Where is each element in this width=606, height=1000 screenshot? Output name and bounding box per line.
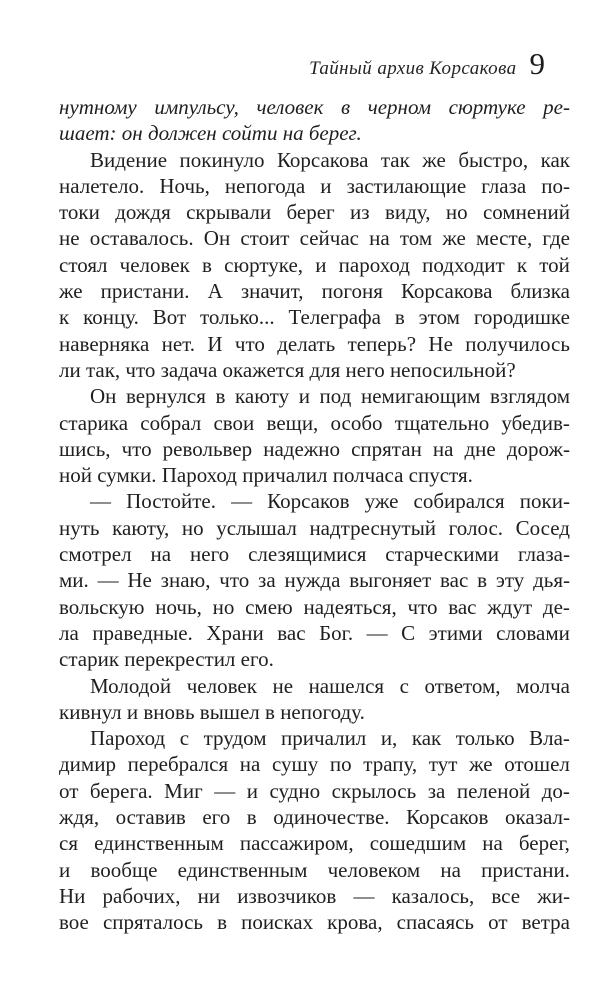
text-line: ли так, что задача окажется для него непосильной? [59, 357, 516, 382]
text-line: наверняка нет. И что делать теперь? Не получилось [59, 331, 570, 356]
text-line: ла праведные. Храни вас Бог. — С этими словами [59, 620, 570, 645]
text-line: токи дождя скрывали берег из виду, но сомнений [59, 200, 570, 225]
text-line: стоял человек в сюртуке, и пароход подходит к той [59, 252, 570, 277]
text-line: смотрел на него слезящимися старческими глаза- [59, 542, 570, 567]
text-line: Ни рабочих, ни извозчиков — казалось, все жи- [59, 883, 570, 908]
text-line: кивнул и вновь вышел в непогоду. [59, 699, 365, 724]
text-line: нутному импульсу, человек в черном сюртуке ре- [59, 95, 570, 119]
text-line: старик перекрестил его. [59, 647, 274, 672]
paragraph [59, 488, 570, 672]
paragraph [59, 94, 570, 147]
paragraph [59, 383, 570, 488]
text-line: димир перебрался на сушу по трапу, тут же отошел [59, 752, 570, 777]
running-title: Тайный архив Корсакова [309, 58, 517, 79]
text-line: вольскую ночь, но смею надеяться, что вас ждут де- [59, 594, 570, 619]
page-text [59, 94, 570, 936]
text-line: ми. — Не знаю, что за нужда выгоняет вас в эту дья- [59, 568, 570, 593]
text-line: — Постойте. — Корсаков уже собирался поки- [90, 489, 570, 514]
text-line: ся единственным пассажиром, сошедшим на берег, [59, 831, 570, 856]
text-line: старика собрал свои вещи, особо тщательно убедив- [59, 410, 570, 435]
running-header [309, 46, 545, 82]
paragraph [59, 147, 570, 384]
text-line: же пристани. А значит, погоня Корсакова близка [59, 279, 570, 304]
text-line: вое спряталось в поисках крова, спасаясь от ветра [59, 910, 570, 935]
text-line: ждя, оставив его в одиночестве. Корсаков оказал- [59, 805, 570, 830]
text-line: шает: он должен сойти на берег. [59, 121, 362, 146]
text-line: от берега. Миг — и судно скрылось за пеленой до- [59, 778, 570, 803]
text-line: к концу. Вот только... Телеграфа в этом городишке [59, 305, 570, 330]
text-line: Пароход с трудом причалил и, как только Вла- [90, 726, 570, 751]
paragraph [59, 673, 570, 726]
text-line: Видение покинуло Корсакова так же быстро, как [90, 147, 570, 172]
text-line: не оставалось. Он стоит сейчас на том же месте, где [59, 226, 570, 251]
text-line: Он вернулся в каюту и под немигающим взглядом [90, 384, 570, 409]
text-line: ной сумки. Пароход причалил полчаса спустя. [59, 463, 473, 488]
text-line: нуть каюту, но услышал надтреснутый голос. Сосед [59, 515, 570, 540]
text-line: налетело. Ночь, непогода и застилающие глаза по- [59, 173, 570, 198]
text-line: и вообще единственным человеком на пристани. [59, 857, 570, 882]
text-line: Молодой человек не нашелся с ответом, молча [90, 673, 570, 698]
paragraph [59, 725, 570, 935]
text-line: шись, что револьвер надежно спрятан на дне дорож- [59, 436, 570, 461]
page-number: 9 [529, 46, 545, 81]
